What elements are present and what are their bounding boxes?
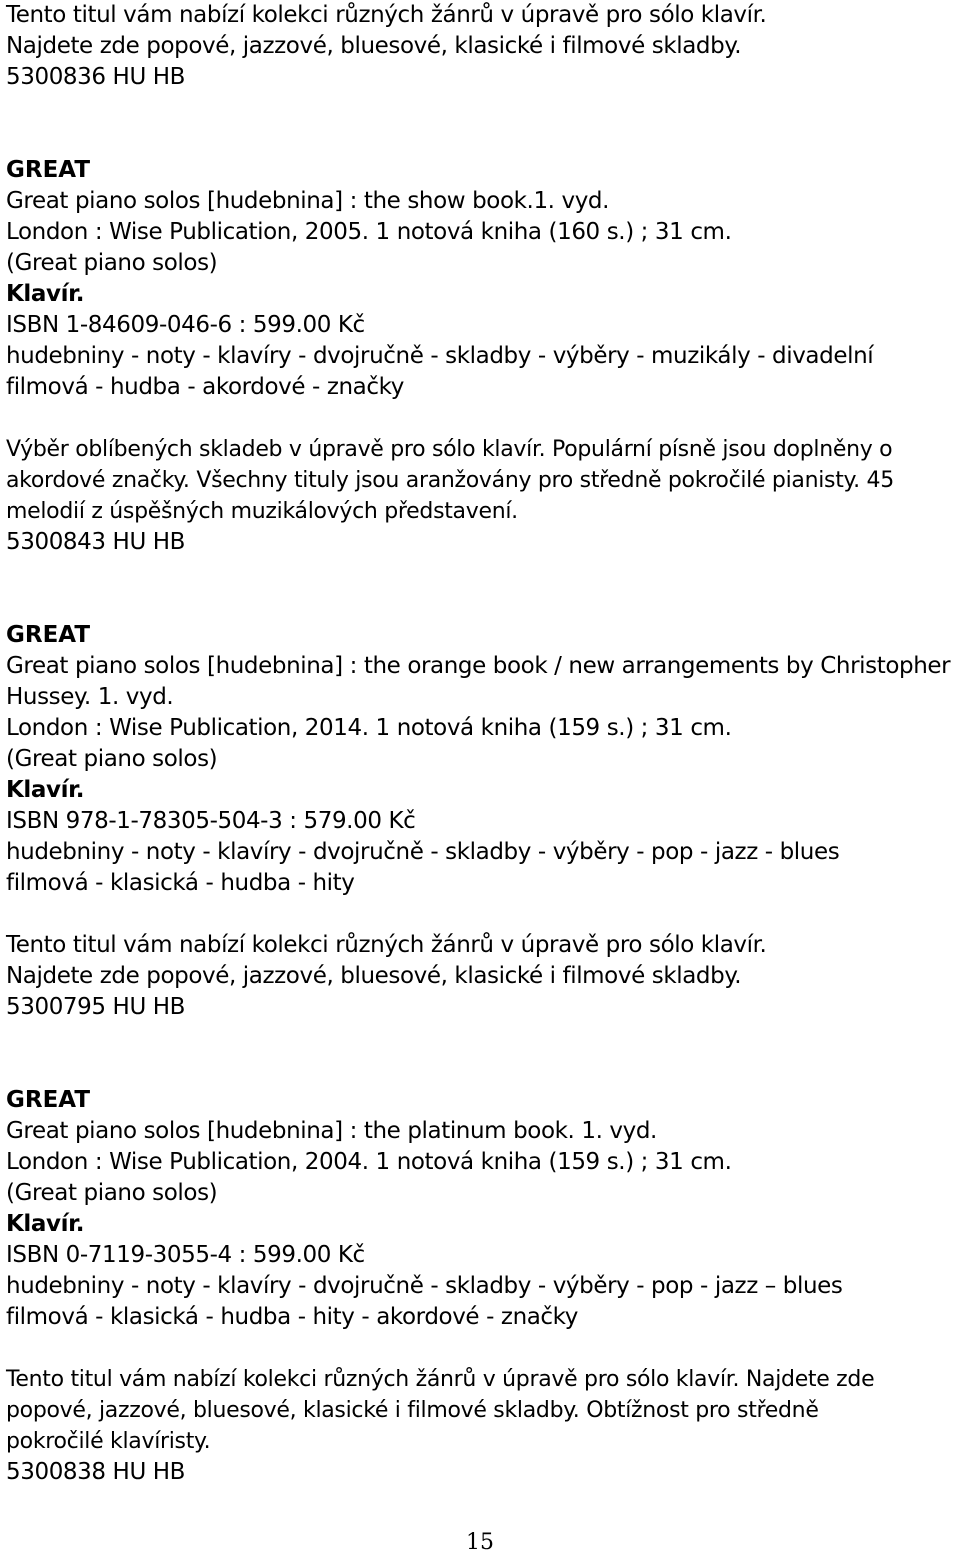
intro-description-line-1: Tento titul vám nabízí kolekci různých žánrů v úpravě pro sólo klavír. <box>6 2 767 28</box>
spacer <box>6 899 956 930</box>
entry-heading: GREAT <box>6 157 91 183</box>
spacer <box>6 1023 956 1085</box>
entry-publication: London : Wise Publication, 2014. 1 notová kniha (159 s.) ; 31 cm. <box>6 715 732 741</box>
intro-code: 5300836 HU HB <box>6 64 186 90</box>
page-number: 15 <box>466 1530 494 1555</box>
entry-isbn: ISBN 0-7119-3055-4 : 599.00 Kč <box>6 1242 365 1268</box>
spacer <box>6 558 956 620</box>
entry-title-continued: Hussey. 1. vyd. <box>6 684 174 710</box>
entry-keywords-2: filmová - hudba - akordové - značky <box>6 374 404 400</box>
spacer <box>6 1333 956 1364</box>
entry-description-line-1: Tento titul vám nabízí kolekci různých žánrů v úpravě pro sólo klavír. <box>6 932 767 958</box>
entry-isbn: ISBN 1-84609-046-6 : 599.00 Kč <box>6 312 365 338</box>
entry-keywords-2: filmová - klasická - hudba - hity <box>6 870 355 896</box>
entry-instrument: Klavír. <box>6 281 85 307</box>
entry-title: Great piano solos [hudebnina] : the show book.1. vyd. <box>6 188 610 214</box>
catalog-entry <box>6 620 956 1023</box>
entry-publication: London : Wise Publication, 2005. 1 notová kniha (160 s.) ; 31 cm. <box>6 219 732 245</box>
entry-heading: GREAT <box>6 1087 91 1113</box>
entry-publication: London : Wise Publication, 2004. 1 notová kniha (159 s.) ; 31 cm. <box>6 1149 732 1175</box>
spacer <box>6 93 956 155</box>
intro-description-line-2: Najdete zde popové, jazzové, bluesové, klasické i filmové skladby. <box>6 33 742 59</box>
entry-code: 5300795 HU HB <box>6 994 186 1020</box>
entry-series: (Great piano solos) <box>6 1180 218 1206</box>
entry-description-line-2: Najdete zde popové, jazzové, bluesové, klasické i filmové skladby. <box>6 963 742 989</box>
document-page <box>6 0 956 1488</box>
entry-keywords-1: hudebniny - noty - klavíry - dvojručně - skladby - výběry - pop - jazz – blues <box>6 1273 843 1299</box>
entry-series: (Great piano solos) <box>6 746 218 772</box>
entry-description: Výběr oblíbených skladeb v úpravě pro sólo klavír. Populární písně jsou doplněny o akordové značky. Všechny tituly jsou aranžovány pro středně pokročilé pianisty. 45 melodií z úspěšných muzikálových představení. <box>6 437 894 524</box>
entry-heading: GREAT <box>6 622 91 648</box>
entry-keywords-1: hudebniny - noty - klavíry - dvojručně - skladby - výběry - muzikály - divadelní <box>6 343 874 369</box>
entry-code: 5300838 HU HB <box>6 1459 186 1485</box>
entry-instrument: Klavír. <box>6 777 85 803</box>
entry-title: Great piano solos [hudebnina] : the orange book / new arrangements by Christopher <box>6 653 951 679</box>
entry-code: 5300843 HU HB <box>6 529 186 555</box>
entry-description: Tento titul vám nabízí kolekci různých žánrů v úpravě pro sólo klavír. Najdete zde popové, jazzové, bluesové, klasické i filmové skladby. Obtížnost pro středně pokročilé klavíristy. <box>6 1367 875 1454</box>
entry-keywords-2: filmová - klasická - hudba - hity - akordové - značky <box>6 1304 578 1330</box>
catalog-entry <box>6 155 956 558</box>
entry-series: (Great piano solos) <box>6 250 218 276</box>
catalog-entry <box>6 1085 956 1488</box>
entry-instrument: Klavír. <box>6 1211 85 1237</box>
entry-title: Great piano solos [hudebnina] : the platinum book. 1. vyd. <box>6 1118 657 1144</box>
entry-keywords-1: hudebniny - noty - klavíry - dvojručně - skladby - výběry - pop - jazz - blues <box>6 839 840 865</box>
spacer <box>6 403 956 434</box>
entry-isbn: ISBN 978-1-78305-504-3 : 579.00 Kč <box>6 808 416 834</box>
